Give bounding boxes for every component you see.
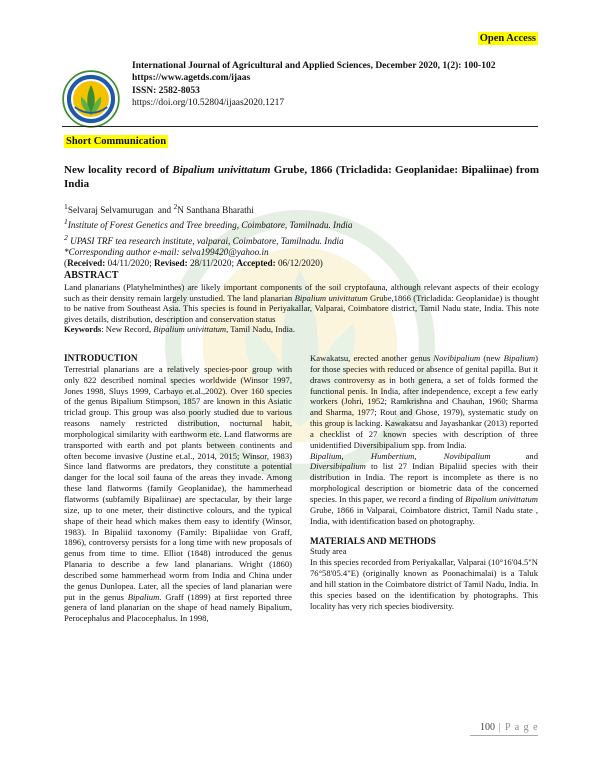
- page-label: | P a g e: [495, 722, 539, 733]
- journal-website[interactable]: https://www.agetds.com/ijaas: [132, 73, 251, 84]
- author-names: $^1$Selvaraj Selvamurugan and $^2$N Santhana Bharathi: [64, 202, 254, 216]
- footer-rule: [470, 735, 538, 736]
- abstract-text: Land planarians (Platyhelminthes) are likely important components of the soil cryptofauna, although relevant aspects of their ecology such as their density remain largely unstudied. The land planarian Bipalium univittatum Grube,1866 (Tricladida: Geoplanidae) is thought to be native from Southeast Asia. This species is found in Periyakallar, Valparai, Coimbatore district, Tamil Nadu state, India. This note gives details, distribution, description and conservation status Keywords: New Record, Bipalium univittatum, Tamil Nadu, India.: [64, 282, 540, 335]
- page-number: 100: [480, 722, 495, 733]
- header-divider: [62, 126, 538, 127]
- journal-doi[interactable]: https://doi.org/10.52804/ijaas2020.1217: [132, 97, 285, 108]
- journal-header: [132, 60, 552, 109]
- right-column: [310, 353, 538, 611]
- article-type: Short Communication: [66, 136, 167, 147]
- author-block: [64, 201, 524, 269]
- journal-logo: [62, 70, 120, 128]
- intro-continued-text: Kawakatsu, erected another genus Novibipalium (new Bipalium) for those species with reduced or absence of genital papilla. But it draws controversy as in both genera, a set of folds formed the functional penis. In India, after independence, except a few early workers (Johri, 1952; Ramkrishna and Chauhan, 1960; Sharma and Sharma, 1977; Rout and Ghose, 1979), systematic study on this group is lacking. Kawakatsu and Jayashankar (2013) reported a checklist of 27 known species with description of three unidentified Diversibipalium spp. from India.: [310, 353, 538, 450]
- affiliation-1: $^1$Institute of Forest Genetics and Tree breeding, Coimbatore, Tamilnadu. India: [64, 217, 353, 231]
- journal-citation: International Journal of Agricultural and Applied Sciences, December 2020, 1(2): 100-102: [132, 61, 496, 71]
- introduction-text: Terrestrial planarians are a relatively species-poor group with only 822 described nominal species worldwide (Winsor 1997, Jones 1998, Sluys 1999, Carbayo et.al.,2002). Over 160 species of the genus Bipalium Stimpson, 1857 are known in this Asiatic triclad group. This group was also poorly studied due to various reasons namely restricted distribution, nocturnal habit, morphological similarity with earthworm etc. Land flatworms are transported with earth and pot plants between continents and often become invasive (Justine et.al., 2014, 2015; Winsor, 1983) Since land flatworms are predators, they constitute a potential danger for the local soil fauna of the areas they invade. Among these land flatworms (family Geoplanidae), the hammerhead flatworms (subfamily Bipaliinae) are spectacular, by their large size, up to one meter, their distinctive colours, and the typical shape of their head which makes them easy to identify (Winsor, 1983). In Bipaliid taxonomy (Family: Bipaliidae von Graff, 1896), controversy persists for a long time with new proposals of genus from time to time. Elliot (1848) introduced the genus Planaria to describe a few land planarians. Wright (1860) described some hammerhead worm from India and China under the genus Dunlopea. Later, all the species of land planarian were put in the genus Bipalium. Graff (1899) at first reported three genera of land planarian on the shape of head namely Bipalium, Perocephalus and Placocephalus. In 1998,: [64, 363, 292, 624]
- left-column: [64, 353, 292, 624]
- materials-methods-heading: MATERIALS AND METHODS: [310, 535, 436, 546]
- study-area-subheading: Study area: [310, 546, 347, 557]
- journal-issn: ISSN: 2582-8053: [132, 85, 200, 96]
- abstract-heading: ABSTRACT: [64, 270, 119, 281]
- corresponding-author: *Corresponding author e-mail: selva199420@yahoo.in: [64, 246, 269, 257]
- genera-paragraph: Bipalium, Humbertium, Novibipalium and Diversibipalium to list 27 Indian Bipaliid species with their distribution in India. The report is incomplete as there is no morphological description or biometric data of the concerned species. In this paper, we record a finding of Bipalium univittatum Grube, 1866 in Valparai, Coimbatore district, Tamil Nadu state , India, with identification based on photography.: [310, 450, 538, 526]
- article-title: New locality record of Bipalium univittatum Grube, 1866 (Tricladida: Geoplanidae: Bipaliinae) from India: [64, 164, 539, 190]
- page-footer: [480, 722, 539, 733]
- study-area-text: In this species recorded from Periyakallar, Valparai (10°16'04.5"N 76°58'05.4"E) (originally known as Poonachimalai) is a Taluk and hill station in the Coimbatore district of Tamil Nadu, India. In this species based on the identification by photographs. This locality has very rich species biodiversity.: [310, 557, 538, 611]
- open-access-badge: Open Access: [479, 33, 536, 44]
- affiliation-2: $^2$ UPASI TRF tea research institute, valparai, Coimbatore, Tamilnadu. India: [64, 232, 344, 246]
- introduction-heading: INTRODUCTION: [64, 353, 138, 363]
- article-dates: (Received: 04/11/2020; Revised: 28/11/2020; Accepted: 06/12/2020): [64, 258, 323, 268]
